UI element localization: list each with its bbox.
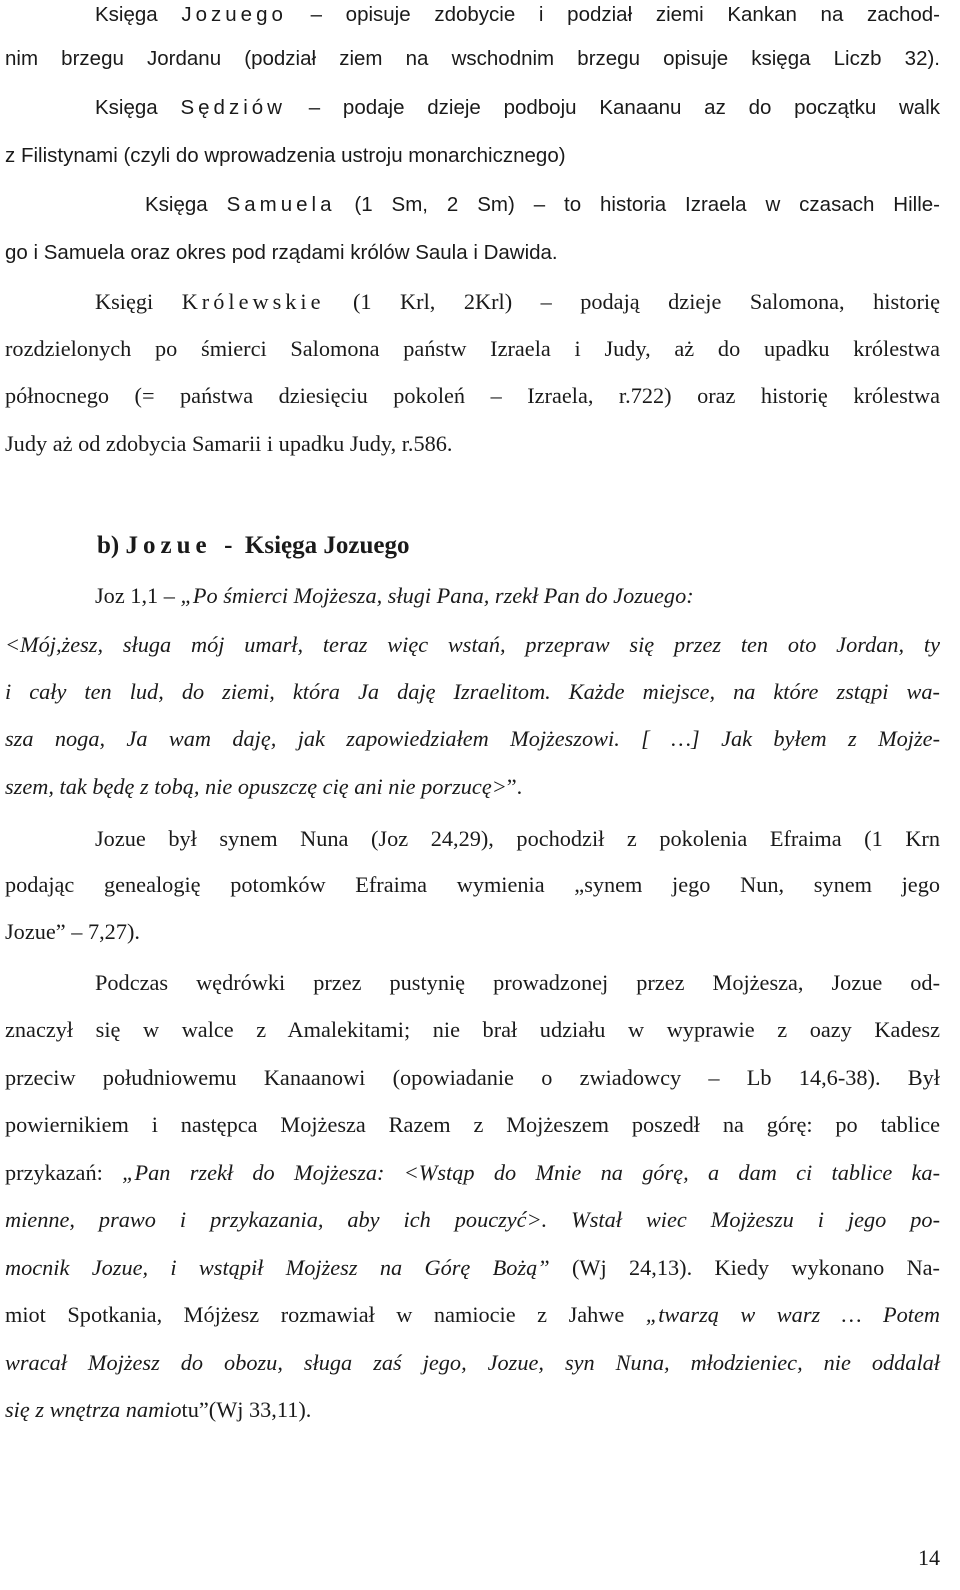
- text-line: [5, 772, 940, 802]
- text-span: ”.: [506, 774, 523, 799]
- italic-span: „Pan rzekł do Mojżesza: <Wstąp do Mnie na górę, a dam ci tablice ka-: [122, 1160, 941, 1185]
- text-span: – opisuje zdobycie i podział ziemi Kankan na zachod-: [286, 3, 940, 26]
- page-number: 14: [918, 1545, 940, 1570]
- text-line: mienne, prawo i przykazania, aby ich pouczyć>. Wstał wiec Mojżeszu i jego po-: [5, 1207, 940, 1232]
- text-line: [5, 1158, 940, 1188]
- italic-span: i cały ten lud, do ziemi, która Ja daję Izraelitom.: [5, 679, 569, 704]
- text-line: z Filistynami (czyli do wprowadzenia ustroju monarchicznego): [5, 144, 566, 167]
- text-span: – podaje dzieje podboju Kanaanu az do początku walk: [285, 96, 940, 119]
- text-span: (1 Sm, 2 Sm) – to historia Izraela w czasach Hille-: [335, 193, 940, 216]
- text-line: [145, 190, 940, 220]
- text-line: powiernikiem i następca Mojżesza Razem z Mojżeszem poszedł na górę: po tablice: [5, 1112, 940, 1137]
- text-line: [5, 1395, 940, 1425]
- spaced-term: Jozuego: [181, 3, 287, 26]
- text-line: [5, 1253, 940, 1283]
- text-span: przykazań:: [5, 1160, 123, 1185]
- heading-prefix: b): [97, 532, 126, 559]
- text-span: miot Spotkania, Mójżesz rozmawiał w namiocie z Jahwe: [5, 1302, 646, 1327]
- text-line: Podczas wędrówki przez pustynię prowadzonej przez Mojżesza, Jozue od-: [95, 970, 940, 995]
- text-span: (Wj 24,13). Kiedy wykonano Na-: [549, 1255, 940, 1280]
- heading-name: Jozue: [125, 532, 212, 559]
- italic-span: się z wnętrza namio: [5, 1397, 182, 1422]
- text-line: [95, 0, 940, 30]
- text-span: Księgi: [95, 289, 182, 314]
- text-line: znaczył się w walce z Amalekitami; nie brał udziału w wyprawie z oazy Kadesz: [5, 1017, 940, 1042]
- text-line: [95, 581, 940, 611]
- text-line: [95, 287, 940, 317]
- spaced-term: Samuela: [226, 193, 336, 216]
- text-line: Jozue był synem Nuna (Joz 24,29), pochodził z pokolenia Efraima (1 Krn: [95, 826, 940, 851]
- text-line: rozdzielonych po śmierci Salomona państw Izraela i Judy, aż do upadku królestwa: [5, 336, 940, 361]
- text-line: przeciw południowemu Kanaanowi (opowiadanie o zwiadowcy – Lb 14,6-38). Był: [5, 1065, 940, 1090]
- text-span: tu”(Wj 33,11).: [181, 1397, 312, 1422]
- text-line: wracał Mojżesz do obozu, sługa zaś jego, Jozue, syn Nuna, młodzieniec, nie oddalał: [5, 1350, 940, 1375]
- spaced-term: Królewskie: [181, 289, 325, 314]
- text-line: [5, 677, 940, 707]
- text-line: Jozue” – 7,27).: [5, 919, 140, 944]
- text-line: podając genealogię potomków Efraima wymienia „synem jego Nun, synem jego: [5, 872, 940, 897]
- heading-title: Księga Jozuego: [244, 532, 410, 559]
- section-heading: [97, 532, 410, 560]
- text-line: północnego (= państwa dziesięciu pokoleń – Izraela, r.722) oraz historię królestwa: [5, 383, 940, 408]
- text-line: <Mój,żesz, sługa mój umarł, teraz więc wstań, przepraw się przez ten oto Jordan, ty: [5, 632, 940, 657]
- text-span: (1 Krl, 2Krl) – podają dzieje Salomona, historię: [324, 289, 940, 314]
- heading-separator: -: [211, 532, 245, 559]
- italic-span: szem, tak będę z tobą, nie opuszczę cię ani nie porzucę>: [5, 774, 507, 799]
- italic-span: „Po śmierci Mojżesza, sługi Pana, rzekł Pan do Jozuego:: [180, 583, 694, 608]
- text-span: Joz 1,1 –: [95, 583, 181, 608]
- text-line: go i Samuela oraz okres pod rządami królów Saula i Dawida.: [5, 241, 558, 264]
- italic-span: Każde miejsce, na które zstąpi wa-: [568, 679, 940, 704]
- text-span: Księga: [145, 193, 227, 216]
- text-line: [5, 1300, 940, 1330]
- text-span: Księga: [95, 3, 182, 26]
- italic-span: mocnik Jozue, i wstąpił Mojżesz na Górę Bożą”: [5, 1255, 550, 1280]
- spaced-term: Sędziów: [180, 96, 286, 119]
- text-line: nim brzegu Jordanu (podział ziem na wschodnim brzegu opisuje księga Liczb 32).: [5, 47, 940, 70]
- italic-span: „twarzą w warz … Potem: [645, 1302, 940, 1327]
- text-span: Księga: [95, 96, 181, 119]
- text-line: sza noga, Ja wam daję, jak zapowiedziałem Mojżeszowi. [ …] Jak byłem z Mojże-: [5, 726, 940, 751]
- text-line: [95, 93, 940, 123]
- text-line: Judy aż od zdobycia Samarii i upadku Judy, r.586.: [5, 431, 453, 456]
